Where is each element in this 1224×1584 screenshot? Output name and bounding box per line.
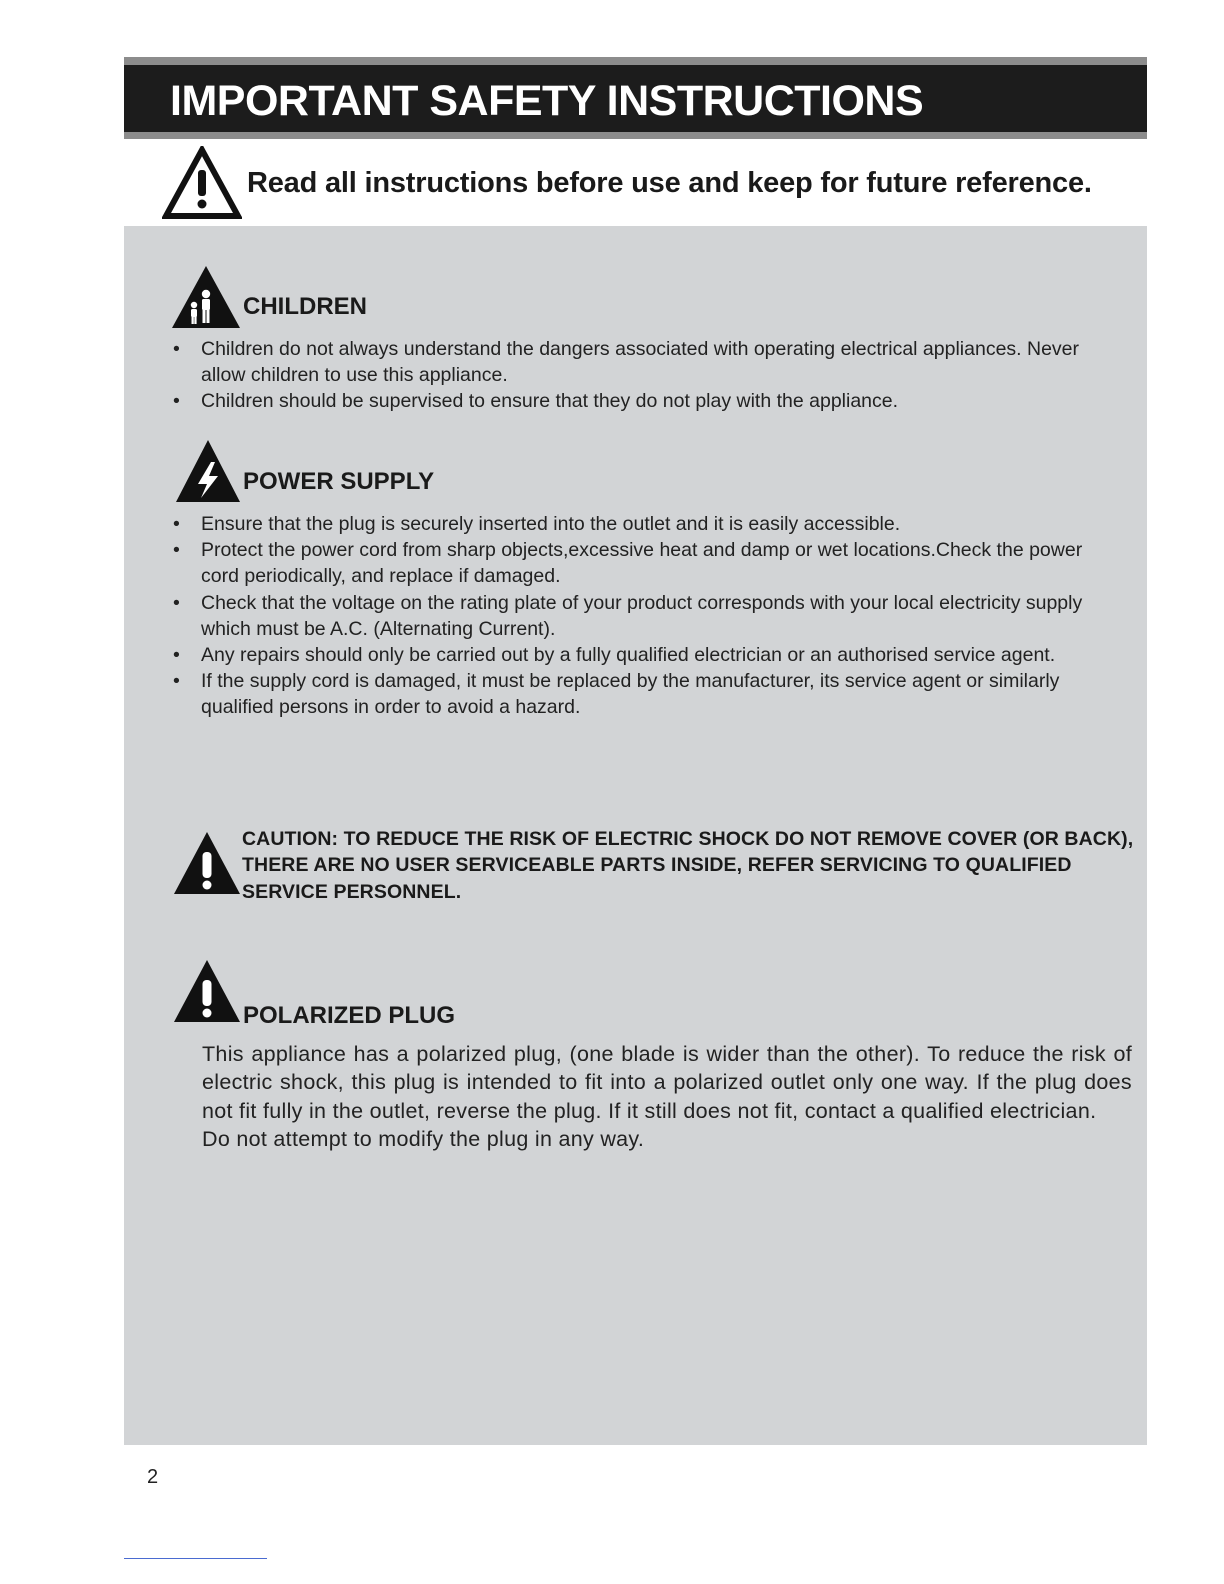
power-supply-list: [171, 511, 1101, 721]
list-item: • Children do not always understand the dangers associated with operating electrical appliances. Never allow children to use this appliance.: [171, 336, 1101, 388]
list-item: • If the supply cord is damaged, it must be replaced by the manufacturer, its service agent or similarly qualified persons in order to avoid a hazard.: [171, 668, 1101, 720]
children-heading: CHILDREN: [243, 293, 367, 320]
list-item: • Children should be supervised to ensure that they do not play with the appliance.: [171, 388, 1101, 414]
polarized-plug-heading: POLARIZED PLUG: [243, 1002, 456, 1029]
read-notice-text: Read all instructions before use and keep for future reference.: [247, 167, 1092, 199]
list-item: • Ensure that the plug is securely inserted into the outlet and it is easily accessible.: [171, 511, 1101, 537]
page-number: 2: [147, 1466, 159, 1488]
list-item: • Any repairs should only be carried out by a fully qualified electrician or an authorised service agent.: [171, 642, 1101, 668]
caution-text: CAUTION: TO REDUCE THE RISK OF ELECTRIC SHOCK DO NOT REMOVE COVER (OR BACK), THERE ARE NO USER SERVICEABLE PARTS INSIDE, REFER SERVICING TO QUALIFIED SERVICE PERSONNEL.: [242, 828, 1134, 903]
title-bar: [124, 57, 1147, 139]
list-item: • Protect the power cord from sharp objects,excessive heat and damp or wet locations.Check the power cord periodically, and replace if damaged.: [171, 537, 1101, 589]
power-supply-heading: POWER SUPPLY: [243, 468, 435, 495]
instructions-panel: [124, 226, 1147, 1445]
read-notice-row: [162, 146, 1152, 222]
polarized-plug-paragraph: This appliance has a polarized plug, (one blade is wider than the other). To reduce the risk of electric shock, this plug is intended to fit into a polarized outlet only one way. If the plug does not fit fully in the outlet, reverse the plug. If it still does not fit, contact a qualified electrician.: [202, 1042, 1132, 1123]
children-warning-icon: [172, 264, 242, 330]
page-title: IMPORTANT SAFETY INSTRUCTIONS: [170, 77, 924, 125]
footer-rule: [124, 1558, 267, 1559]
caution-icon: [172, 830, 242, 896]
polarized-plug-body: [202, 1040, 1132, 1153]
electric-hazard-icon: [174, 438, 242, 504]
children-list: [171, 336, 1101, 415]
warning-outline-icon: [162, 146, 242, 220]
list-item: • Check that the voltage on the rating plate of your product corresponds with your local electricity supply which must be A.C. (Alternating Current).: [171, 590, 1101, 642]
warning-icon: [172, 958, 242, 1024]
polarized-plug-note: Do not attempt to modify the plug in any way.: [202, 1126, 645, 1151]
